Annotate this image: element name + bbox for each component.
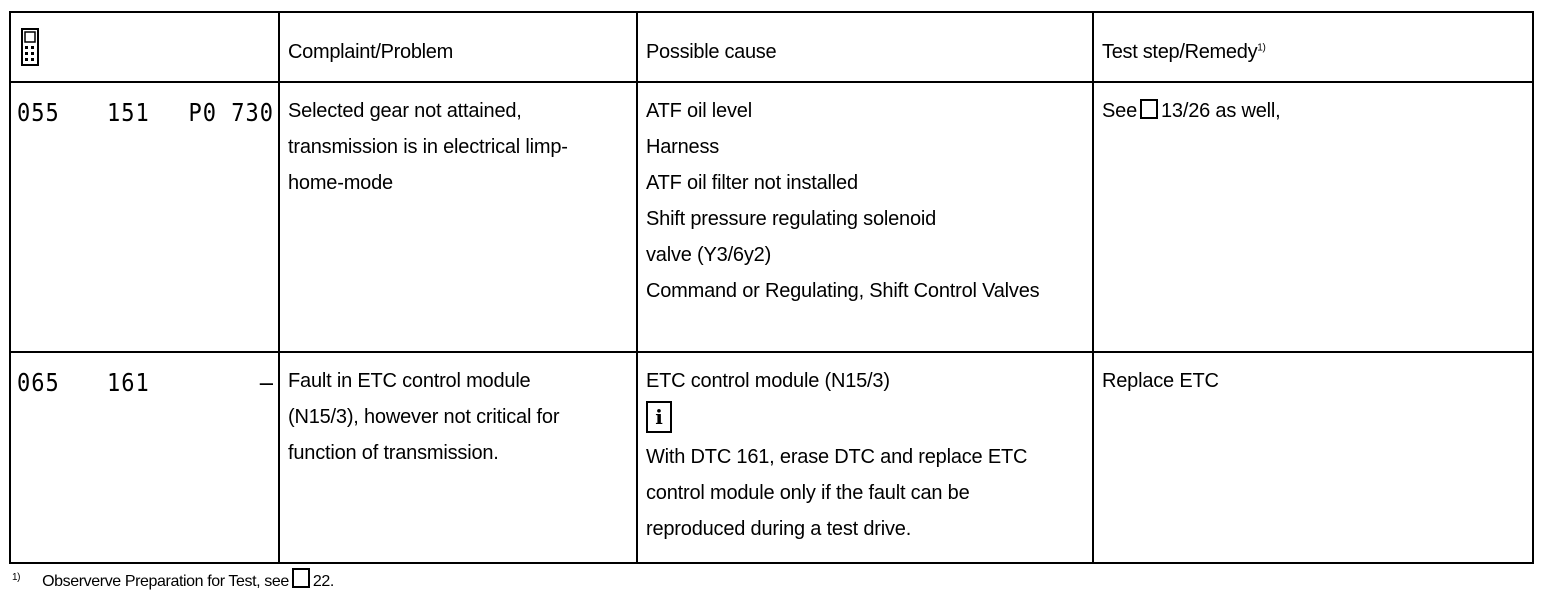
info-icon: i xyxy=(646,401,672,433)
code-secondary: 161 xyxy=(107,369,150,398)
cause-line: valve (Y3/6y2) xyxy=(646,244,772,266)
complaint-line: Selected gear not attained, xyxy=(288,100,522,122)
table-row xyxy=(10,82,1533,352)
footnote xyxy=(12,568,334,591)
header-complaint xyxy=(279,12,637,82)
header-remedy xyxy=(1093,12,1533,82)
header-complaint-label: Complaint/Problem xyxy=(288,41,453,63)
cause-note-line: With DTC 161, erase DTC and replace ETC xyxy=(646,446,1028,468)
cause-line: Command or Regulating, Shift Control Valves xyxy=(646,280,1040,302)
cause-cell xyxy=(637,82,1093,352)
complaint-line: home-mode xyxy=(288,172,393,194)
cause-line: ATF oil filter not installed xyxy=(646,172,858,194)
cause-title: ETC control module (N15/3) xyxy=(646,370,890,392)
code-cell xyxy=(10,352,279,563)
table-row xyxy=(10,352,1533,563)
cause-note-line: control module only if the fault can be xyxy=(646,482,970,504)
cause-line: Shift pressure regulating solenoid xyxy=(646,208,937,230)
complaint-cell xyxy=(279,352,637,563)
cause-line: ATF oil level xyxy=(646,100,752,122)
page-reference-icon xyxy=(1140,99,1158,119)
remedy-cell xyxy=(1093,352,1533,563)
footnote-text: Observerve Preparation for Test, see xyxy=(42,573,289,590)
complaint-cell xyxy=(279,82,637,352)
complaint-line: function of transmission. xyxy=(288,442,499,464)
header-tester-cell xyxy=(10,12,279,82)
header-cause xyxy=(637,12,1093,82)
code-secondary: 151 xyxy=(107,99,150,128)
footnote-page: 22. xyxy=(312,573,334,590)
remedy-cell xyxy=(1093,82,1533,352)
complaint-line: Fault in ETC control module xyxy=(288,370,531,392)
diagnostic-tester-icon xyxy=(20,27,40,67)
footnote-reference: 1) xyxy=(1257,42,1266,54)
footnote-mark: 1) xyxy=(12,572,21,583)
cause-note-line: reproduced during a test drive. xyxy=(646,518,912,540)
page-reference-icon xyxy=(292,568,310,588)
header-row xyxy=(10,12,1533,82)
code-primary: 065 xyxy=(17,369,60,398)
code-obd: — xyxy=(259,369,274,398)
remedy-text: Replace ETC xyxy=(1102,370,1219,392)
cause-cell xyxy=(637,352,1093,563)
code-obd: P0 730 xyxy=(188,99,274,128)
remedy-suffix: 13/26 as well, xyxy=(1161,100,1281,122)
complaint-line: transmission is in electrical limp- xyxy=(288,136,568,158)
complaint-line: (N15/3), however not critical for xyxy=(288,406,560,428)
dtc-table xyxy=(9,11,1534,564)
remedy-prefix: See xyxy=(1102,100,1137,122)
cause-line: Harness xyxy=(646,136,720,158)
code-cell xyxy=(10,82,279,352)
header-remedy-label: Test step/Remedy xyxy=(1102,41,1258,63)
code-primary: 055 xyxy=(17,99,60,128)
header-cause-label: Possible cause xyxy=(646,41,777,63)
